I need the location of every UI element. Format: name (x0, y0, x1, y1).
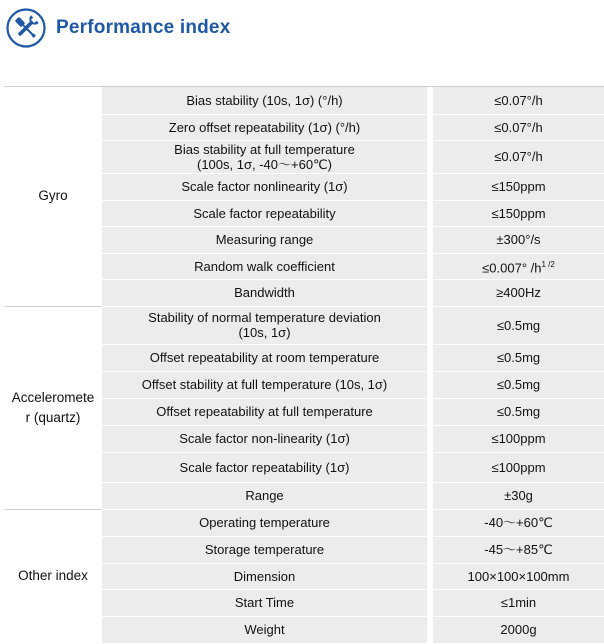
param-cell: Offset repeatability at full temperature (102, 398, 427, 425)
param-cell: Operating temperature (102, 509, 427, 536)
category-line-2: r (quartz) (25, 409, 81, 425)
table-row (4, 509, 604, 536)
value-cell: ≤100ppm (433, 452, 604, 482)
param-cell: Scale factor nonlinearity (1σ) (102, 173, 427, 200)
value-cell: ≥400Hz (433, 279, 604, 306)
value-cell: ≤0.5mg (433, 306, 604, 344)
param-line-1: Bias stability at full temperature (174, 141, 355, 157)
value-cell: -45～+85℃ (433, 536, 604, 563)
value-cell: 2000g (433, 616, 604, 643)
value-exponent: 1 /2 (541, 259, 555, 269)
param-cell (102, 140, 427, 173)
page-header (6, 6, 230, 50)
category-other-index: Other index (4, 509, 102, 643)
value-cell: ≤0.07°/h (433, 87, 604, 114)
value-cell: ±300°/s (433, 226, 604, 253)
category-gyro: Gyro (4, 87, 102, 306)
value-cell (433, 253, 604, 279)
param-cell: Random walk coefficient (102, 253, 427, 279)
param-line-1: Stability of normal temperature deviation (148, 310, 381, 325)
param-cell: Zero offset repeatability (1σ) (°/h) (102, 114, 427, 140)
value-cell: ≤150ppm (433, 173, 604, 200)
value-cell: ≤0.5mg (433, 371, 604, 398)
wrench-screwdriver-icon (6, 8, 46, 48)
table-row (4, 87, 604, 114)
param-cell: Scale factor repeatability (102, 200, 427, 226)
param-line-2: (10s, 1σ) (238, 325, 291, 340)
value-cell: ≤0.5mg (433, 398, 604, 425)
param-cell: Weight (102, 616, 427, 643)
param-cell: Scale factor non-linearity (1σ) (102, 425, 427, 452)
table-row (4, 306, 604, 344)
performance-table (4, 87, 604, 644)
value-cell: ≤100ppm (433, 425, 604, 452)
param-cell (102, 306, 427, 344)
value-cell: ±30g (433, 482, 604, 509)
value-cell: ≤1min (433, 589, 604, 616)
value-main: ≤0.007° /h (482, 260, 542, 276)
value-cell: ≤0.07°/h (433, 140, 604, 173)
param-cell: Bias stability (10s, 1σ) (°/h) (102, 87, 427, 114)
category-accelerometer (4, 306, 102, 509)
param-cell: Storage temperature (102, 536, 427, 563)
value-cell: 100×100×100mm (433, 563, 604, 589)
param-cell: Measuring range (102, 226, 427, 253)
value-cell: -40～+60℃ (433, 509, 604, 536)
param-cell: Range (102, 482, 427, 509)
param-cell: Scale factor repeatability (1σ) (102, 452, 427, 482)
value-cell: ≤0.5mg (433, 344, 604, 371)
param-cell: Offset stability at full temperature (10s, 1σ) (102, 371, 427, 398)
param-line-2: (100s, 1σ, -40～+60℃) (197, 156, 332, 172)
value-cell: ≤150ppm (433, 200, 604, 226)
category-line-1: Acceleromete (11, 389, 95, 405)
param-cell: Dimension (102, 563, 427, 589)
value-cell: ≤0.07°/h (433, 114, 604, 140)
page-title: Performance index (56, 17, 231, 38)
param-cell: Offset repeatability at room temperature (102, 344, 427, 371)
param-cell: Bandwidth (102, 279, 427, 306)
param-cell: Start Time (102, 589, 427, 616)
